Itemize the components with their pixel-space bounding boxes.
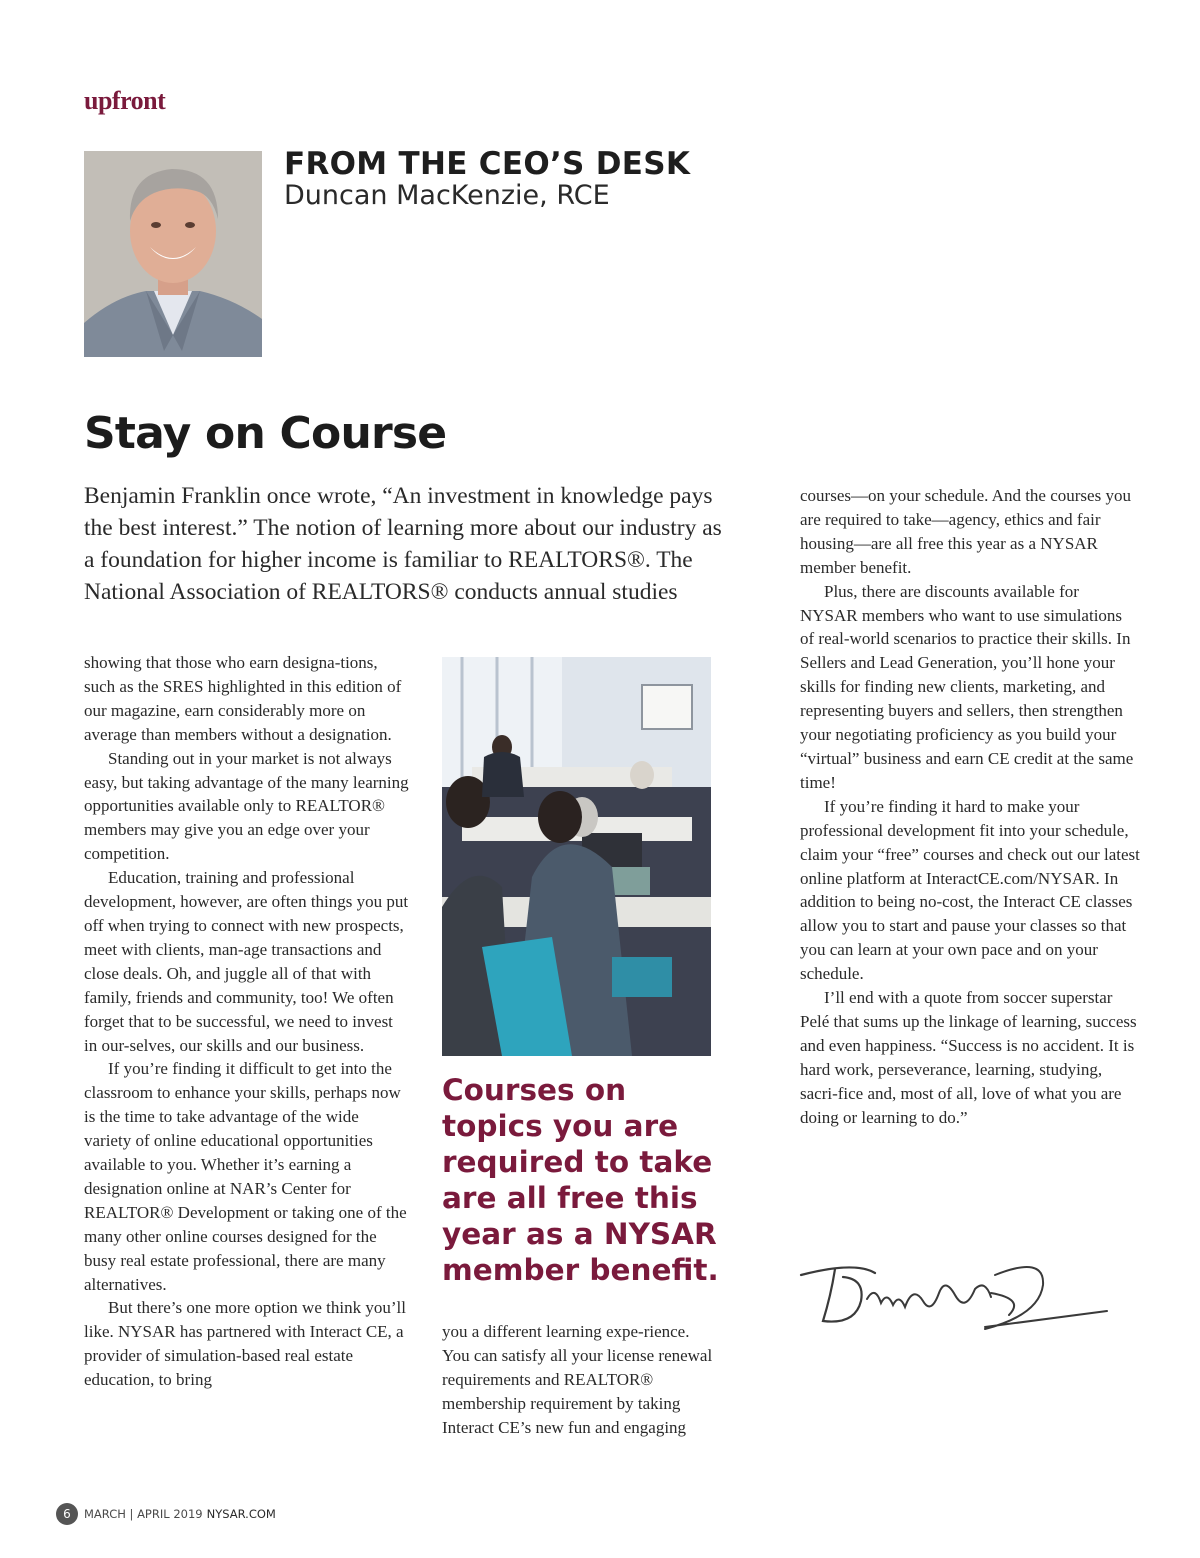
body-column-3	[800, 484, 1140, 1129]
paragraph: If you’re finding it difficult to get into the classroom to enhance your skills, perhaps now is the time to take advantage of the wide variety of online educational opportunities available to you. Whether it’s earning a designation online at NAR’s Center for REALTOR® Development or taking one of the many other online courses designed for the busy real estate professional, there are many alternatives.	[84, 1059, 407, 1294]
paragraph: But there’s one more option we think you’ll like. NYSAR has partnered with Interact CE, a provider of simulation-based real estate education, to bring	[84, 1298, 406, 1390]
paragraph: I’ll end with a quote from soccer superstar Pelé that sums up the linkage of learning, success and even happiness. “Success is no accident. It is hard work, perseverance, learning, studying, sacri-fice and, most of all, love of what you are doing or learning to do.”	[800, 988, 1137, 1127]
body-column-1	[84, 651, 409, 1392]
paragraph: Standing out in your market is not always easy, but taking advantage of the many learning opportunities available only to REALTOR® members may give you an edge over your competition.	[84, 748, 409, 864]
page-footer	[56, 1503, 276, 1525]
paragraph: Plus, there are discounts available for NYSAR members who want to use simulations of real-world scenarios to practice their skills. In Sellers and Lead Generation, you’ll hone your skills for finding new clients, marketing, and representing buyers and sellers, then strengthen your negotiating proficiency as you build your “virtual” business and earn CE credit at the same time!	[800, 581, 1134, 792]
page-number: 6	[56, 1503, 78, 1525]
paragraph: you a different learning expe-rience. You can satisfy all your license renewal requirements and REALTOR® membership requirement by taking Interact CE’s new fun and engaging	[442, 1322, 713, 1437]
classroom-photo	[442, 657, 711, 1056]
site-link[interactable]: NYSAR.COM	[206, 1507, 276, 1521]
body-column-2	[442, 1320, 717, 1440]
ceo-portrait	[84, 151, 262, 357]
paragraph: Education, training and professional development, however, are often things you put off when trying to connect with new prospects, meet with clients, man-age transactions and close deals. Oh, and juggle all of that with family, friends and community, too! We often forget that to be successful, we need to invest in our-selves, our skills and our business.	[84, 868, 409, 1055]
lead-paragraph: Benjamin Franklin once wrote, “An investment in knowledge pays the best interest.” The notion of learning more about our industry as a foundation for higher income is familiar to REALTORS®. The National Association of REALTORS® conducts annual studies	[84, 483, 722, 605]
paragraph: showing that those who earn designa-tions, such as the SRES highlighted in this edition of our magazine, earn considerably more on average than members without a designation.	[84, 653, 402, 744]
paragraph: If you’re finding it hard to make your professional development fit into your schedule, claim your “free” courses and check out our latest online platform at InteractCE.com/NYSAR. In addition to being no-cost, the Interact CE classes allow you to start and pause your classes so that you can learn at your own pace and on your schedule.	[800, 796, 1140, 984]
article-headline: Stay on Course	[84, 408, 447, 459]
author-name: Duncan MacKenzie, RCE	[284, 180, 610, 211]
signature	[795, 1255, 1115, 1349]
issue-date: MARCH | APRIL 2019	[84, 1507, 203, 1521]
paragraph: courses—on your schedule. And the courses you are required to take—agency, ethics and fair housing—are all free this year as a NYSAR member benefit.	[800, 486, 1131, 577]
column-title: FROM THE CEO’S DESK	[284, 146, 691, 182]
section-label: upfront	[84, 86, 166, 115]
pull-quote: Courses on topics you are required to take are all free this year as a NYSAR member benefit.	[442, 1073, 719, 1287]
